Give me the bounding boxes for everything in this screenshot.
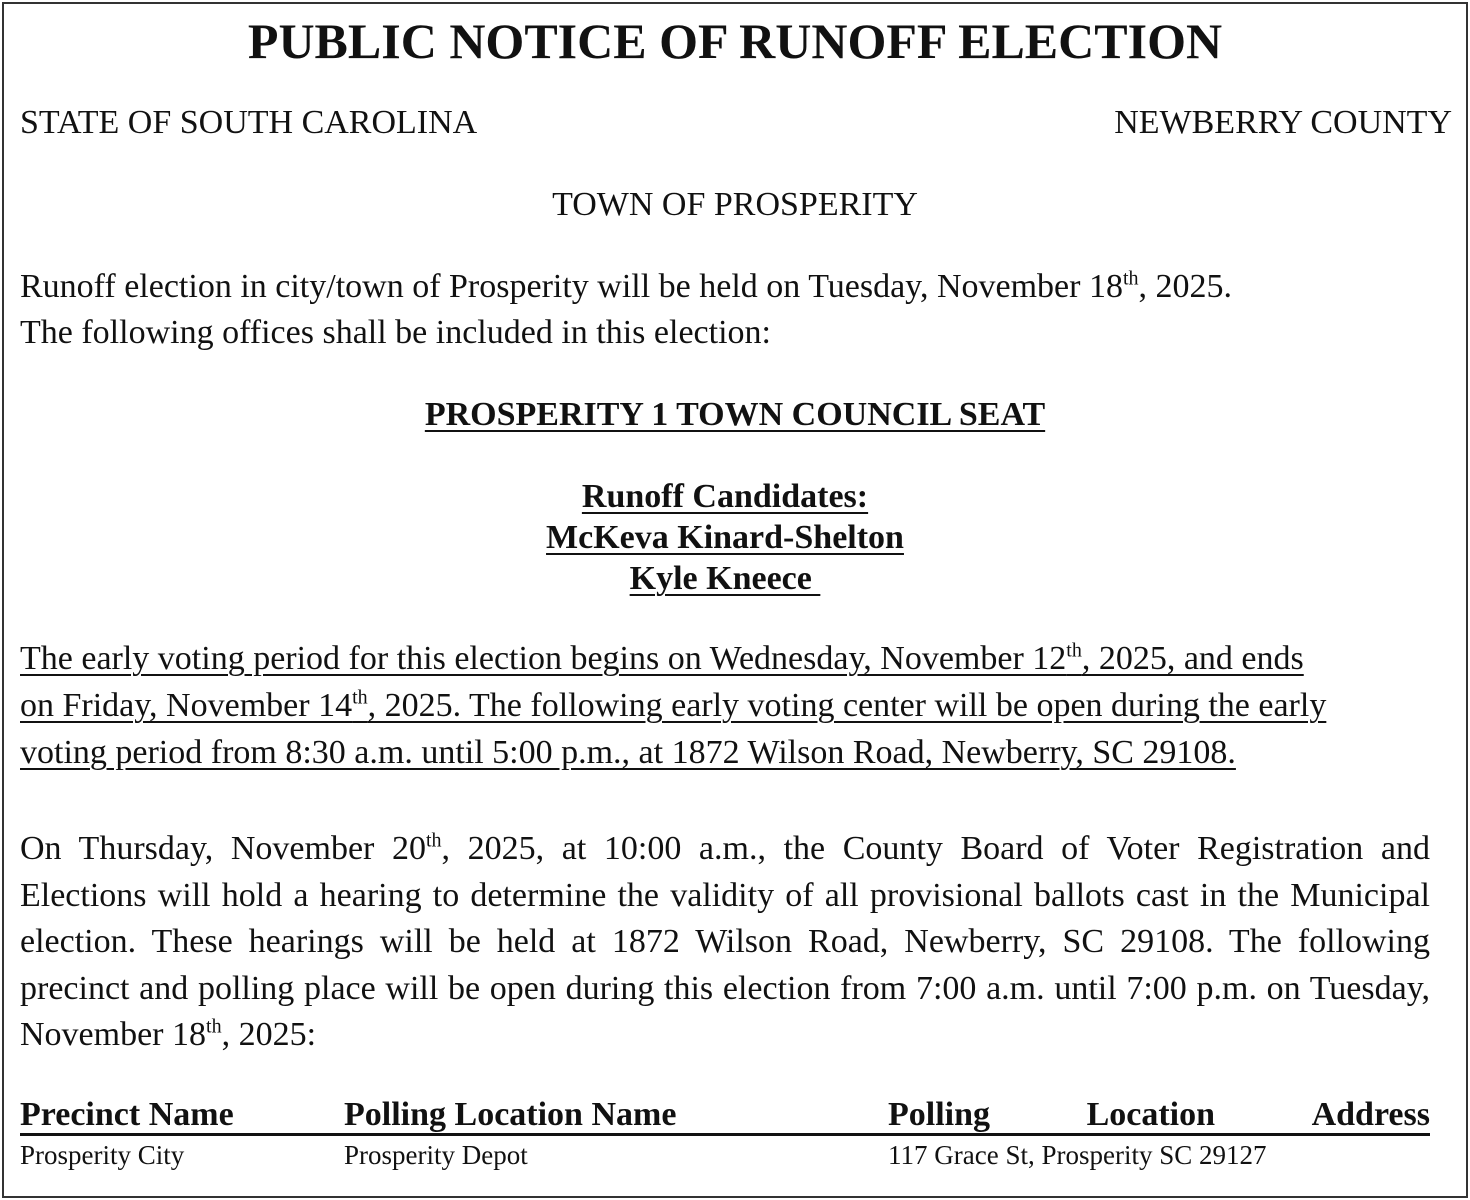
- intro-line-2: The following offices shall be included in this election:: [20, 314, 771, 351]
- table-header-address: Polling Location Address: [888, 1096, 1430, 1133]
- hearing-paragraph: On Thursday, November 20th, 2025, at 10:00 a.m., the County Board of Voter Registration and Elections will hold a hearing to determine the validity of all provisional ballots cast in the Municipal election. These hearings will be held at 1872 Wilson Road, Newberry, SC 29108. The following precinct and polling place will be open during this election from 7:00 a.m. until 7:00 p.m. on Tuesday, November 18th, 2025:: [20, 829, 1430, 1053]
- location-cell: Prosperity Depot: [344, 1140, 528, 1170]
- early-voting-line-3: voting period from 8:30 a.m. until 5:00 p.m., at 1872 Wilson Road, Newberry, SC 29108.: [20, 734, 1236, 771]
- precinct-cell: Prosperity City: [20, 1140, 185, 1170]
- office-heading: PROSPERITY 1 TOWN COUNCIL SEAT: [424, 396, 1046, 433]
- table-header-precinct: Precinct Name: [20, 1096, 234, 1133]
- early-voting-line-1: The early voting period for this election begins on Wednesday, November 12th, 2025, and ends: [20, 639, 1304, 677]
- table-header-location: Polling Location Name: [344, 1096, 677, 1133]
- early-voting-line-2: on Friday, November 14th, 2025. The following early voting center will be open during the early: [20, 686, 1327, 724]
- intro-line-1: Runoff election in city/town of Prosperity will be held on Tuesday, November 18th, 2025.: [20, 267, 1233, 305]
- county-label: NEWBERRY COUNTY: [1114, 104, 1452, 141]
- candidate-name: McKeva Kinard-Shelton: [546, 519, 904, 556]
- notice-title: PUBLIC NOTICE OF RUNOFF ELECTION: [247, 13, 1223, 69]
- candidate-name: Kyle Kneece: [629, 560, 821, 597]
- candidates-label: Runoff Candidates:: [581, 478, 869, 515]
- town-label: TOWN OF PROSPERITY: [552, 186, 918, 223]
- state-label: STATE OF SOUTH CAROLINA: [20, 104, 478, 141]
- address-cell: 117 Grace St, Prosperity SC 29127: [888, 1140, 1267, 1170]
- table-header-rule: [20, 1133, 1430, 1136]
